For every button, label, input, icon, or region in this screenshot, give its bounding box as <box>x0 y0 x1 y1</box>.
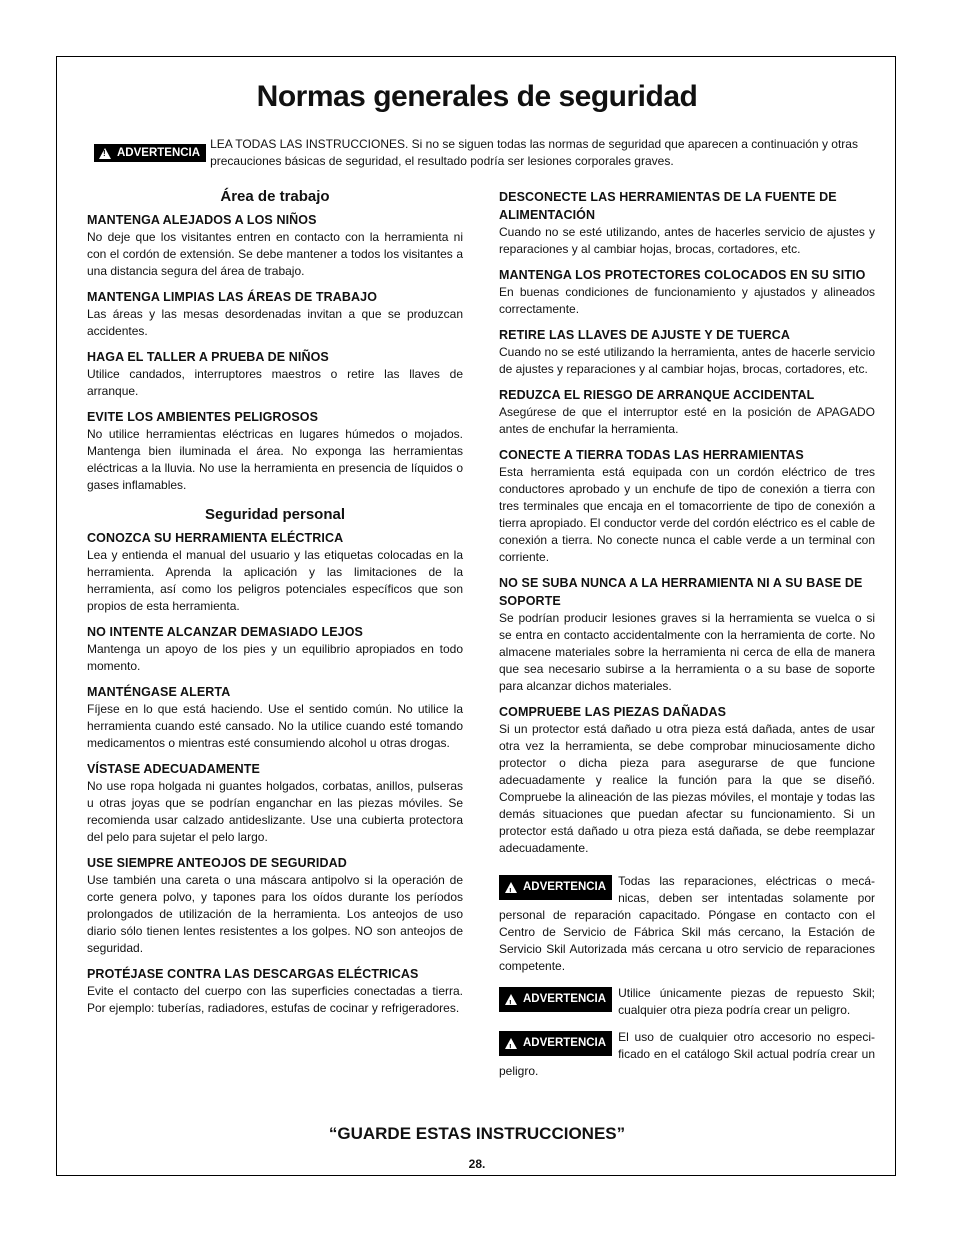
section <box>87 408 463 494</box>
section <box>499 188 875 258</box>
warning-text: El uso de cualquier otro accesorio no especi- ficado en el catálogo Skil actual podría crear un peligro. <box>499 1030 875 1078</box>
section <box>499 386 875 438</box>
work-area-title: Área de trabajo <box>220 188 330 205</box>
intro-warning <box>94 136 880 170</box>
section <box>87 683 463 752</box>
section <box>87 854 463 957</box>
section <box>499 446 875 566</box>
section-text: Fíjese en lo que está haciendo. Use el sentido común. No utilice la herramienta cuando esté cansado. No la utilice cuando esté tomando medicamentos o mientras esté consumiendo alcohol u otras drogas. <box>87 702 463 750</box>
section <box>87 623 463 675</box>
section-text: Las áreas y las mesas desordenadas invitan a que se produzcan accidentes. <box>87 307 463 338</box>
intro-text: LEA TODAS LAS INSTRUCCIONES. Si no se siguen todas las normas de seguridad que aparecen a continuación y otras precauciones básicas de seguridad, el resultado podría ser lesiones corporales graves. <box>210 137 858 168</box>
section-text: Evite el contacto del cuerpo con las superficies conectadas a tierra. Por ejemplo: tuberías, radiadores, estufas de cocinar y refrigeradores. <box>87 984 463 1015</box>
warning-badge-label: ADVERTENCIA <box>523 881 607 893</box>
accessory-warning <box>499 1029 875 1080</box>
section-heading: NO INTENTE ALCANZAR DEMASIADO LEJOS <box>87 625 363 639</box>
section-text: Se podrían producir lesiones graves si la herramienta se vuelca o si se entra en contacto accidentalmente con la herramienta de corte. No almacene materiales sobre la herramienta ni cerca de ella de manera que sea necesario subirse a la herramienta o a su base de soporte para alcanzar dichos materiales. <box>499 611 875 693</box>
warning-badge-label: ADVERTENCIA <box>523 993 607 1005</box>
warning-triangle-icon <box>505 882 517 893</box>
warning-triangle-icon <box>99 148 111 159</box>
warning-triangle-icon <box>505 1038 517 1049</box>
section-text: En buenas condiciones de funcionamiento y ajustados y alineados correctamente. <box>499 285 875 316</box>
section-heading: MANTÉNGASE ALERTA <box>87 685 231 699</box>
parts-warning <box>499 985 875 1019</box>
section <box>499 326 875 378</box>
section-text: Use también una careta o una máscara antipolvo si la operación de corte genera polvo, y tapones para los oídos durante los períodos prolongados de utilización de la herramienta. Los anteojos de uso diario sólo tienen lentes resistentes a los golpes. NO son anteojos de seguridad. <box>87 873 463 955</box>
warning-badge <box>499 987 612 1012</box>
section <box>499 703 875 857</box>
save-instructions-footer: “GUARDE ESTAS INSTRUCCIONES” <box>328 1124 626 1143</box>
section <box>499 266 875 318</box>
section-heading: CONOZCA SU HERRAMIENTA ELÉCTRICA <box>87 531 344 545</box>
warning-badge <box>499 875 612 900</box>
section-heading: MANTENGA LIMPIAS LAS ÁREAS DE TRABAJO <box>87 290 378 304</box>
section <box>87 211 463 280</box>
warning-triangle-icon <box>505 994 517 1005</box>
section-text: Asegúrese de que el interruptor esté en la posición de APAGADO antes de enchufar la herramienta. <box>499 405 875 436</box>
warning-badge <box>499 1031 612 1056</box>
section-heading: NO SE SUBA NUNCA A LA HERRAMIENTA NI A SU BASE DE SOPORTE <box>499 576 863 608</box>
personal-safety-title: Seguridad personal <box>204 506 346 523</box>
section-text: Mantenga un apoyo de los pies y un equilibrio apropiados en todo momento. <box>87 642 463 673</box>
page-number: 28. <box>468 1157 486 1171</box>
section-text: Si un protector está dañado u otra pieza está dañada, antes de usar otra vez la herramienta, se debe comprobar minuciosamente dicho protector o dicha pieza para asegurarse de que funcione adecuadamente y realice la función para la que se diseñó. Compruebe la alineación de las piezas móviles, el montaje y todas las demás situaciones que puedan afectar su funcionamiento. Si un protector está dañado u otra pieza está dañada, se debe reemplazar adecuadamente. <box>499 722 875 855</box>
section-text: Cuando no se esté utilizando la herramienta, antes de hacerle servicio de ajustes y reparaciones y al cambiar hojas, brocas, cortadores, etc. <box>499 345 875 376</box>
section-heading: MANTENGA LOS PROTECTORES COLOCADOS EN SU SITIO <box>499 268 866 282</box>
page-title: Normas generales de seguridad <box>256 80 698 113</box>
section-text: Utilice candados, interruptores maestros o retire las llaves de arranque. <box>87 367 463 398</box>
section <box>87 529 463 615</box>
section <box>87 760 463 846</box>
section-heading: REDUZCA EL RIESGO DE ARRANQUE ACCIDENTAL <box>499 388 815 402</box>
section-heading: USE SIEMPRE ANTEOJOS DE SEGURIDAD <box>87 856 347 870</box>
section <box>499 574 875 695</box>
warning-badge-label: ADVERTENCIA <box>523 1037 607 1049</box>
repair-warning <box>499 873 875 975</box>
section-text: Cuando no se esté utilizando, antes de hacerles servicio de ajustes y reparaciones y al cambiar hojas, brocas, cortadores, etc. <box>499 225 875 256</box>
section-heading: DESCONECTE LAS HERRAMIENTAS DE LA FUENTE DE ALIMENTACIÓN <box>499 190 837 222</box>
warning-text: Todas las reparaciones, eléctricas o mecá- nicas, deben ser intentadas solamente por personal de reparación capacitado. Póngase en contacto con el Centro de Servicio de Fábrica Skil más cercano, la Estación de Servicio Skil Autorizada más cercana u otro servicio de reparaciones competente. <box>499 874 875 973</box>
section-heading: MANTENGA ALEJADOS A LOS NIÑOS <box>87 213 317 227</box>
section-heading: CONECTE A TIERRA TODAS LAS HERRAMIENTAS <box>499 448 804 462</box>
section-text: Lea y entienda el manual del usuario y las etiquetas colocadas en la herramienta. Aprenda la aplicación y las limitaciones de la herramienta, así como los peligros potenciales específicos que son propios de esta herramienta. <box>87 548 463 613</box>
section <box>87 965 463 1017</box>
warning-text: Utilice únicamente piezas de repuesto Skil; cualquier otra pieza podría crear un peligro. <box>618 986 875 1017</box>
section-heading: COMPRUEBE LAS PIEZAS DAÑADAS <box>499 705 727 719</box>
section-text: No utilice herramientas eléctricas en lugares húmedos o mojados. Mantenga bien iluminada el área. No exponga las herramientas eléctricas a la lluvia. No use la herramienta en presencia de líquidos o gases inflamables. <box>87 427 463 492</box>
section-text: Esta herramienta está equipada con un cordón eléctrico de tres conductores aprobado y un enchufe de tipo de conexión a tierra con tres terminales que encaja en el tomacorriente de tipo de conexión a tierra apropiado. El conductor verde del cordón eléctrico es el cable de conexión a tierra. No conecte nunca el cable verde a un terminal con corriente. <box>499 465 875 564</box>
section <box>87 348 463 400</box>
section-text: No deje que los visitantes entren en contacto con la herramienta ni con el cordón de extensión. Se debe mantener a todos los visitantes a una distancia segura del área de trabajo. <box>87 230 463 278</box>
warning-badge <box>94 144 206 162</box>
right-column <box>499 188 875 1080</box>
section-heading: PROTÉJASE CONTRA LAS DESCARGAS ELÉCTRICAS <box>87 967 419 981</box>
section-heading: RETIRE LAS LLAVES DE AJUSTE Y DE TUERCA <box>499 328 790 342</box>
warning-badge-label: ADVERTENCIA <box>117 147 201 159</box>
section-heading: EVITE LOS AMBIENTES PELIGROSOS <box>87 410 319 424</box>
section-heading: HAGA EL TALLER A PRUEBA DE NIÑOS <box>87 350 329 364</box>
section <box>87 288 463 340</box>
section-text: No use ropa holgada ni guantes holgados, corbatas, anillos, pulseras u otras joyas que se podrían enganchar en las piezas móviles. Se recomienda usar calzado antideslizante. Use una cubierta protectora del pelo para sujetar el pelo largo. <box>87 779 463 844</box>
left-column <box>87 188 463 1025</box>
section-heading: VÍSTASE ADECUADAMENTE <box>87 762 260 776</box>
